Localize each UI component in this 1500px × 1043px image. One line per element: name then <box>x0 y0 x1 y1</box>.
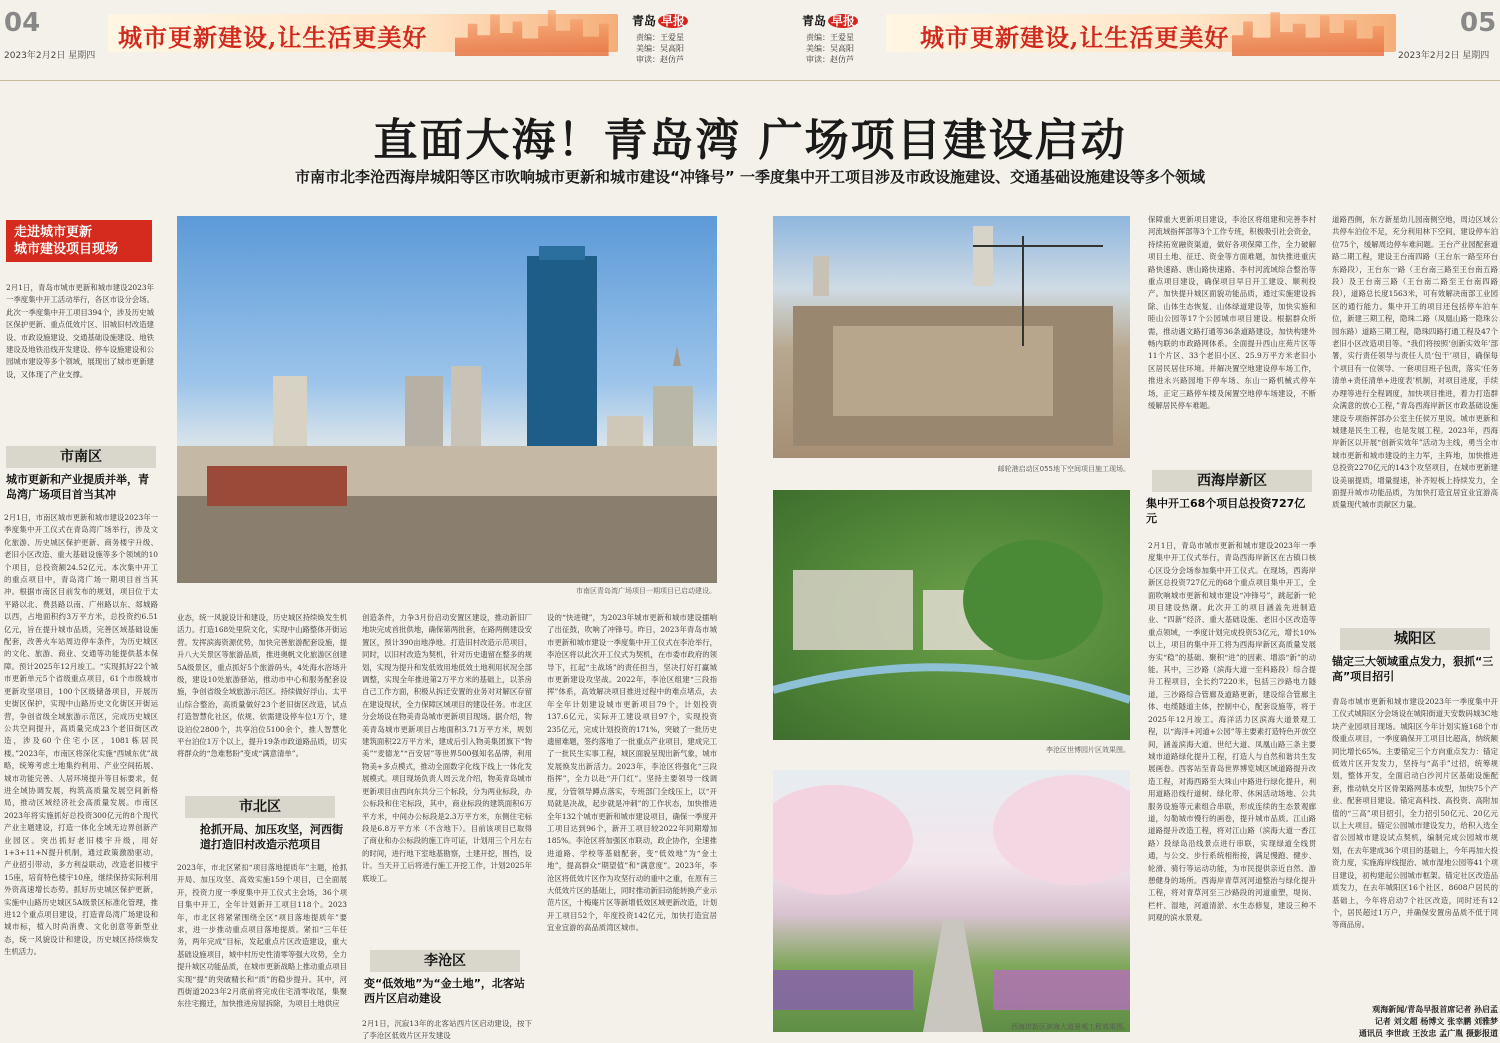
photo-coastal-avenue-rendering <box>773 770 1130 1032</box>
photo-cruise-port-site <box>773 216 1130 458</box>
right-logo: 青岛 早报 <box>802 12 858 29</box>
feature-tag: 走进城市更新 城市建设项目现场 <box>6 220 152 262</box>
left-slogan: 城市更新建设,让生活更美好 <box>118 23 428 52</box>
shibei-body-text: 2023年，市北区紧扣“项目落地提质年”主题，抢抓开局、加压攻坚、高效实施159个项目，已全面展开，投资力度一季度集中开工仪式主会场，36个项目集中开工，全年计划新开工项目118个。2023年，市北区将紧紧围绕全区“项目落地提质年”要求，进一步推动重点项目落地提质。紧扣“三年任务，两年完成”目标，发起重点片区改造建设，重大基础设施项目，城中村历史性清零等强大攻势，全力提升城区功能品质，在城市更新战略上推动重点项目实现“提”的突破精长和“质”的稳步提升。其中，河西街道2023年2月底前将完成住宅清零收尾，集聚东往宅搬迁，加快推进房屋拆除，为项目土地供应 <box>177 863 347 1009</box>
licang-body-start: 2月1日，沉寂13年的北客站西片区启动建设，按下了李沧区低效片区开发建设 <box>362 1019 532 1041</box>
blossom-avenue-illustration <box>773 770 1130 1032</box>
caption-coastal-avenue: 西海岸新区滨海大道景观工程效果图。 <box>1011 1023 1130 1031</box>
main-photo-caption: 市南区青岛湾广场项目一期项目已启动建设。 <box>576 587 716 595</box>
main-headline: 直面大海！青岛湾 广场项目建设启动 <box>373 115 1127 166</box>
main-photo-qingdao-bay <box>177 216 717 583</box>
right-issue-date: 2023年2月2日 星期四 <box>1398 51 1490 61</box>
section-subtitle-chengyang: 锚定三大领域重点发力，狠抓“三高”项目招引 <box>1332 655 1494 683</box>
reporter-credits: 观海新闻/青岛早报首席记者 孙启孟 记者 刘文超 杨博文 张幸鹏 刘雅梦 通讯员 李世政 王汝忠 孟广胤 摄影报道 <box>1358 1005 1498 1038</box>
section-subtitle-licang: 变“低效地”为“金土地”，北客站西片区启动建设 <box>364 977 525 1005</box>
section-title-shinan: 市南区 <box>6 446 156 468</box>
right-page-number: 05 <box>1460 8 1497 38</box>
section-title-chengyang: 城阳区 <box>1340 628 1490 650</box>
photo-expo-park-rendering <box>773 490 1130 740</box>
west-coast-continued-text: 道路西侧，东方新星幼儿园南侧空地，周边区域公共停车泊位不足，充分利用林下空间，建设停车泊位75个，缓解周边停车难问题。王台产业园配套道路二期工程，建设王台南四路（王台东一路至环台东路段），王台东一路（王台南三路至王台南五路段）及王台南三路（王台南二路至王台南四路段），道路总长度1563米，可有效解决南部工业园区的通行能力。集中开工的项目还包括停车泊车位，新建三期工程，隐珠二路（凤凰山路一隐珠公园东路）道路三期工程，隐珠四路打通工程及47个老旧小区改造项目等。“我们将按照‘创新实效年’部署，实行责任领导与责任人员‘包干’项目，确保每个项目有一位领导、一套项目班子包责，落实‘任务清单+责任清单+进度表’机制，对项目进度，手续办理等进行全程调度，加快项目推进，着力打造群众满意的放心工程，”青岛西海岸新区市政基础设施建设专项指挥部办公室主任侯万里说。城市更新和城建是民生工程，也是发展工程。2023年，西海岸新区以开展“创新实效年”活动为主线，勇当全市城市更新和城市建设的主力军，主阵地，加快推进总投资2270亿元的143个攻坚项目，在城市更新建设美丽提质，增量提速，补齐短板上持续发力，全面提升城市功能品质，为加快打造宜居宜业宜游高质量现代城市贡献区力量。 <box>1332 215 1498 510</box>
left-staff-list: 责编：王爱星 美编：吴高阳 审读：赵仿芦 <box>636 33 684 64</box>
shinan-body-text: 2月1日，市南区城市更新和城市建设2023年一季度集中开工仪式在青岛湾广场举行，涉及文化旅游、历史城区保护更新、商务楼宇升级、老旧小区改造、重大基础设施等多个领域的10个项目，总投资额24.52亿元。本次集中开工的重点项目中，青岛湾广场一期项目首当其冲。根据市南区目前发布的规划，项目位于太平路以北、费县路以南、广州路以东、郯城路以西，占地面积约3万平方米，总投资约6.51亿元，旨在提升城市品质，完善区域基础设施配套，改善火车站周边停车条件，为历史城区的文化、旅游、商业、交通等功能提供基本保障。预计2025年12月竣工。“实现抓好22个城市更新单元5个省级重点项目，61个市级城市更新攻坚项目，100个区级储备项目，开展历史街区保护，实现中山路历史文化街区开街运营，争创省级全域旅游示范区，完成历史城区公共空间提升，高质量完成23个老旧街区改造，涉及60个住宅小区，1081栋居民楼。”2023年，市南区将深化实施“西城东优”战略，统筹考虑土地集约利用、产业空间拓展、城市功能完善、人居环境提升等目标要求，促进全域协调发展，构筑高质量发展空间新格局，推动区域经济社会高质量发展。市南区2023年将实施抓好总投资300亿元的8个现代产业主题建设，打造一体化全域无边界创新产业园区。突出抓好老旧楼宇升级，用好1+3+11+N提升机制，通过政策激励驱动，产业招引带动，多方利益联动，改造老旧楼宇15座，培育特色楼宇10座，继续保持实际利用外资高速增长态势。抓好历史城区保护更新，实施中山路历史城区5A级景区标准化管理，推进12个重点项目建设，打造青岛湾广场建设和城市标，植入时尚消费、文化创意等新型业态，统一风貌设计和建设，历史城区持续焕发生机活力。 <box>4 513 158 957</box>
intro-paragraph: 2月1日，青岛市城市更新和城市建设2023年一季度集中开工活动举行，各区市设分会场。此次一季度集中开工项目394个，涉及历史城区保护更新、重点低效片区、旧城旧村改造建设、市政设施建设、交通基础设施建设、地铁建设及地铁沿线开发建设、停车设施建设和公园城市建设等多个领域，展现出了城市更新建设，又体现了产业支撑。 <box>6 283 154 379</box>
page-header <box>0 0 1500 80</box>
right-staff-list: 责编：王爱星 美编：吴高阳 审读：赵仿芦 <box>806 33 854 64</box>
section-subtitle-shinan: 城市更新和产业提质并举，青岛湾广场项目首当其冲 <box>6 473 149 501</box>
section-title-licang: 李沧区 <box>370 950 520 972</box>
left-issue-date: 2023年2月2日 星期四 <box>4 51 96 61</box>
section-subtitle-west-coast: 集中开工68个项目总投资727亿元 <box>1146 497 1306 525</box>
header-rule <box>0 80 1500 81</box>
west-coast-body-text: 2月1日，青岛市城市更新和城市建设2023年一季度集中开工仪式举行，青岛西海岸新区在古镇口核心区设分会场参加集中开工仪式。在现场，西海岸新区总投资727亿元的68个重点项目集中开工，全面吹响城市更新和城市建设“冲锋号”，跳起新一轮项目建设热潮。此次开工的项目涵盖先进制造业、“四新”经济、重大基础设施、老旧小区改造等重点领域，一季度计划完成投资53亿元，增长10%以上，项目的集中开工将为西海岸新区高质量发展夯实“稳”的基础、聚积“进”的因素、增添“新”的动能。其中，三沙路（滨海大道一至科路段）综合提升工程项目，全长约7220米，包括三沙路电力隧道，三沙路综合管廊及道路更新，建设综合管廊主体、电缆隧道主体，控制中心，配套设施等，将于2025年12月竣工。海洋活力区滨海大道景观工程，以“海洋+河道+公园”等主要素打造特色开放空间，涵盖滨海大道、世纪大道、凤凰山路三条主要城市道路绿化提升工程，打造人与自然和谐共生发展画卷。西客站至青岛世界博览城区域道路提升改造工程，对海西路至大珠山中路进行绿化提升，利用道路沿线行道树、绿化带、休闲活动场地、公共服务设施等元素组合串联，形成连续的生态景观廊道，勾勒城市慢行的画卷，提升城市品质。江山路道路提升改造工程，将对江山路（滨海大道一香江路）段绿岛沿线景点进行串联，实现绿道全线贯通，与公交、步行系统相衔接，满足慢跑、健步、轮滑、骑行等运动功能，为市民提供亲近自然、游憩健身的场所。西海岸青草河河道整治与绿化提升工程，将对青草河至三沙路段的河道重塑，堤岗、栏杆、湿地，河道清淤、水生态修复，建设三种不同观的滨水景观。 <box>1148 541 1316 923</box>
section-title-shibei: 市北区 <box>185 796 335 818</box>
section-subtitle-shibei: 抢抓开局、加压攻坚，河西街道打造旧村改造示范项目 <box>200 823 343 851</box>
caption-cruise-port: 邮轮港启动区055地下空间项目施工现场。 <box>997 465 1130 473</box>
licang-body-text: 设的“快进键”，为2023年城市更新和城市建设擂响了出征鼓，吹响了冲锋号。昨日，2023年青岛市城市更新和城市建设一季度集中开工仪式在李沧举行，李沧区将以此次开工仪式为契机，在市委市政府的领导下，扛起“主战场”的责任担当，坚决打好打赢城市更新建设攻坚战。2022年，李沧区组建“三段指挥”体系，高效解决项目推进过程中的难点堵点，去年全年计划建设城市更新项目79个，计划投资137.6亿元，实际开工建设项目97个，实现投资235亿元，完成计划投资的171%，突破了一批历史遗留难题，签约落地了一批重点产业项目，建成完工了一批民生实事工程，城区面貌呈现出新气象，城市发展焕发出新活力。2023年，李沧区将强化“三段指挥”，全力以赴“开门红”。坚持主要领导一线调度，分管领导蹲点落实，专班部门全线压上，以“开局就是决战，起步就是冲刺”的工作状态，加快推进全年132个城市更新和城市建设项目，确保一季度开工项目达到96个，新开工项目较2022年同期增加185%。李沧区将加强区市联动，政企协作，全速推进道路、学校等基础配套，变“低效地”为“金土地”，提高群众“期望值”和“满意度”。2023年，李沧区将低效片区作为攻坚行动的重中之重，在原有三大低效片区的基础上，同时推动新旧动能转换产业示范片区，十梅庵片区等新增低效区域更新改造，计划开工项目52个，年度投资142亿元，加快打造宜居宜业宜游的高品质湾区城市。 <box>547 613 717 933</box>
shibei-continued-text: 创造条件，力争3月份启动安置区建设，推动新旧厂地块完成首批供地，确保第两批套，在路两侧建设安置区，预计390亩地净地。打造旧村改造示范项目，同时，以旧村改造为契机，针对历史遗留在整多的规划，实现为提升和发低效用地低效土地利用状况全部调整，实现全年推进第2万平方米的基础上，以茶房自己工作方面，积极从拆迁安置的业务对对解区存留在建设现状，全力保障区域项目的建设任务。市北区分会场设在物美青岛城市更新项目现场。据介绍，物美青岛城市更新项目占地面积3.71万平方米，规划建筑面积22万平方米，建成后引入物美集团旗下“物美”“麦德龙”“百安居”等世界500强知名品牌，利用物美+多点模式，推动全面数字化线下线上一体化发展模式。项目现场负责人周云龙介绍，物美青岛城市更新项目由西向东共分三个标段，分为两业标段，办公标段和住宅标段，其中，商业标段的建筑面积6万平方米，中间办公标段是2.3万平方米，东侧住宅标段是6.8万平方米（不含地下）。目前该项目已取得了商业和办公标段的施工许可证，计划用三个月左右的时间，进行地下室地基勘察，土建开挖，围挡，设计。当天开工后将进行施工开挖工作，计划2025年底竣工。 <box>362 613 532 883</box>
left-logo: 青岛 早报 <box>632 12 688 29</box>
licang-continued-text: 保障重大更新项目建设，李沧区将组建和完善李村河流域指挥部等3个工作专班，积极吸引社会资金，持续拓宽融资渠道，做好各项保障工作，全力破解项目土地、征迁、资金等方面难题，加快推进重庆路快速路、唐山路快速路、李村河流域综合整治等重点项目建设，确保项目早日开工建设、顺利投产。加快提升城区面貌功能品质，通过实施建设拆除、山体生态恢复、山体绿道建设等，加快实施和睦山公园等17个公园城市项目建设。根据群众所需，推动遇文路打通等36条道路建设，加快构建外畅内联的市政路网体系。全面提升西山庄苑片区等11个片区、33个老旧小区、25.9万平方米老旧小区居民居住环境。并解决置空地建设停车场工作，推进永兴路园地下停车场、东山一路机械式停车场，正定三路停车楼及闲置空地停车场建设，不断缓解居民停车难题。 <box>1148 215 1316 411</box>
left-page-number: 04 <box>4 8 41 38</box>
shinan-continued-text: 业态，统一风貌设计和建设，历史城区持续焕发生机活力。打造168处里院文化，实现中山路整体开街运营。发挥滨海资源优势，加快完善旅游配套设施，提升八大关景区等旅游品质，推进奥帆文化旅游区创建5A级景区，重点抓好5个旅游码头，4处海水浴场升级，建设10处旅游驿站，推动市中心和服务配套设施，争创省级全域旅游示范区。持续做好浮山、太平山综合整治，高质量做好23个老旧街区改造，试点打造智慧化社区，依规、依需建设停车位1万个，建设泊位2800个，共享泊位5100余个，推人智慧化平台泊位1万个以上，提升19条市政道路品质，切实将群众的“急难愁盼”变成“满意清单”。 <box>177 613 347 759</box>
section-title-west-coast: 西海岸新区 <box>1152 470 1312 492</box>
caption-expo-park: 李沧区世博园片区效果图。 <box>1046 746 1130 754</box>
chengyang-body-text: 青岛市城市更新和城市建设2023年一季度集中开工仪式城阳区分会场设在城阳街道天安数码城3C地块产业园项目现场。城阳区今年计划实施168个市级重点项目，一季度确保开工项目比超高，纳统额同比增长65%。主要锚定三个方向重点发力：锚定低效片区开发发力，坚持与“高手”过招，统筹规划，整体开发，全面启动白沙河片区基础设施配套，推动轨交片区骨架路网基本成型，加快75个产业、配套项目建设。锚定高科技、高投资、高附加值的“三高”项目招引，全力招引50亿元、20亿元以上大项目。锚定公园城市建设发力，给积入选全省公园城市建设试点契机，编制完成公园城市规划，在去年建成36个项目的基础上，今年再加大投资力度，实施海岸线提治、城市湿地公园等41个项目建设，初构建起公园城市框架。锚定社区改造品质发力，在去年城阳区16个社区、8608户居民的基础上，今年将启动7个社区改造，同时还有12个，居民超过1万户，并确保安置房品质不低于同等商品房。 <box>1332 697 1498 930</box>
park-rendering-illustration <box>773 490 1130 740</box>
skyline-illustration <box>177 216 717 583</box>
sub-headline: 市南市北李沧西海岸城阳等区市吹响城市更新和城市建设“冲锋号” 一季度集中开工项目涉及市政设施建设、交通基础设施建设等多个领域 <box>295 168 1205 186</box>
right-slogan: 城市更新建设,让生活更美好 <box>920 23 1230 52</box>
construction-illustration <box>773 216 1130 458</box>
